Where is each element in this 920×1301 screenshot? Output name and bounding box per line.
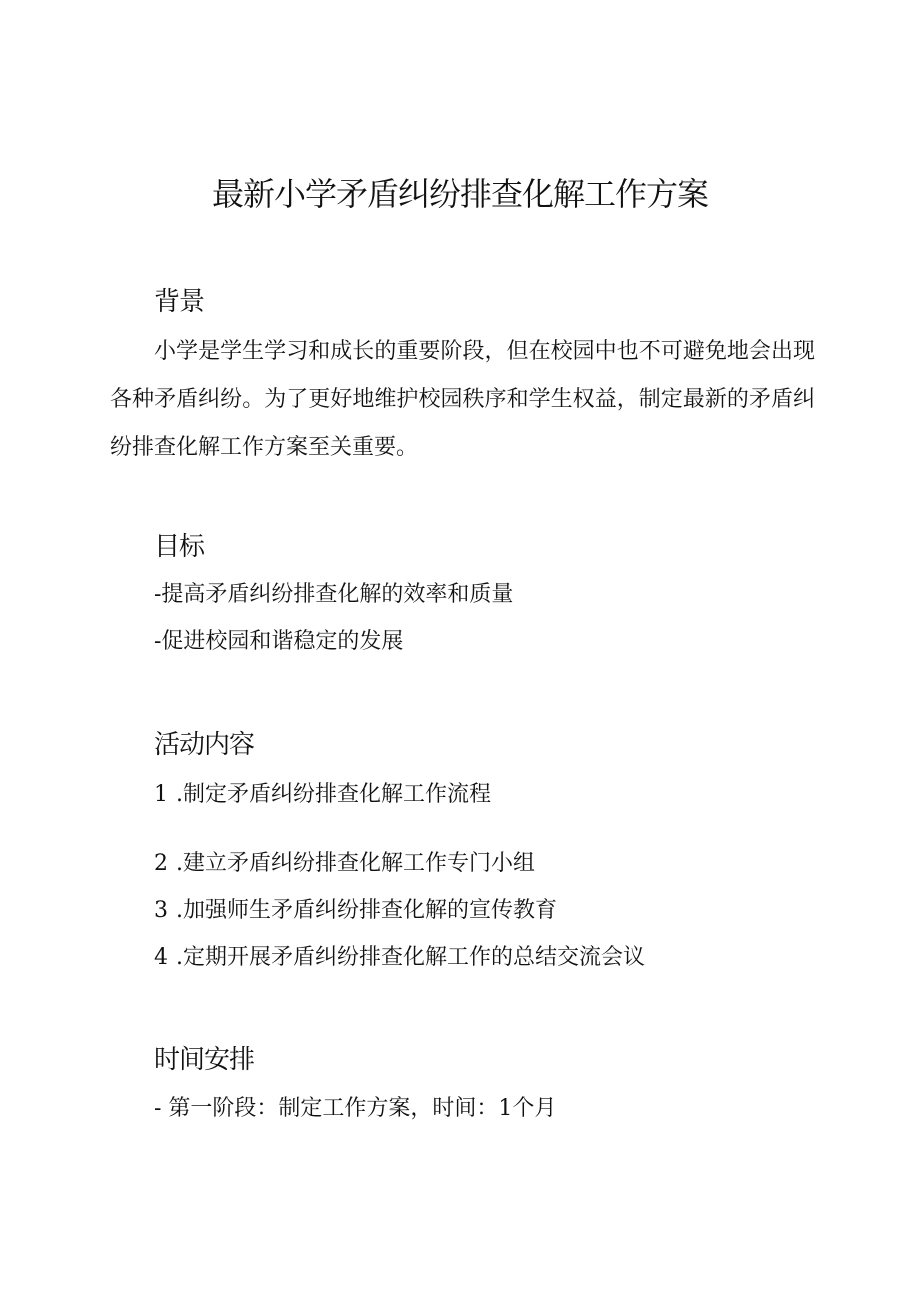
section-heading-activities: 活动内容 bbox=[154, 730, 255, 760]
goal-item: -提高矛盾纠纷排查化解的效率和质量 bbox=[154, 582, 514, 607]
background-paragraph: 小学是学生学习和成长的重要阶段，但在校园中也不可避免地会出现各种矛盾纠纷。为了更好地维护校园秩序和学生权益，制定最新的矛盾纠纷排查化解工作方案至关重要。 bbox=[110, 339, 815, 460]
goal-item: -促进校园和谐稳定的发展 bbox=[154, 629, 404, 654]
document-title: 最新小学矛盾纠纷排查化解工作方案 bbox=[211, 175, 708, 213]
activity-text: .制定矛盾纠纷排查化解工作流程 bbox=[176, 782, 491, 807]
activity-number: 1 bbox=[154, 782, 168, 807]
activity-item bbox=[154, 779, 491, 811]
activity-item bbox=[154, 895, 557, 927]
activity-text: .定期开展矛盾纠纷排查化解工作的总结交流会议 bbox=[176, 945, 645, 970]
activity-text: .建立矛盾纠纷排查化解工作专门小组 bbox=[176, 851, 535, 876]
schedule-item: - 第一阶段：制定工作方案，时间：1个月 bbox=[154, 1096, 557, 1121]
activity-item bbox=[154, 848, 535, 880]
section-heading-schedule: 时间安排 bbox=[154, 1045, 255, 1075]
activity-item bbox=[154, 942, 645, 974]
activity-number: 4 bbox=[154, 945, 168, 970]
activity-text: .加强师生矛盾纠纷排查化解的宣传教育 bbox=[176, 898, 557, 923]
activity-number: 3 bbox=[154, 898, 168, 923]
activity-number: 2 bbox=[154, 851, 168, 876]
section-heading-goals: 目标 bbox=[154, 532, 205, 562]
section-heading-background: 背景 bbox=[154, 287, 205, 317]
